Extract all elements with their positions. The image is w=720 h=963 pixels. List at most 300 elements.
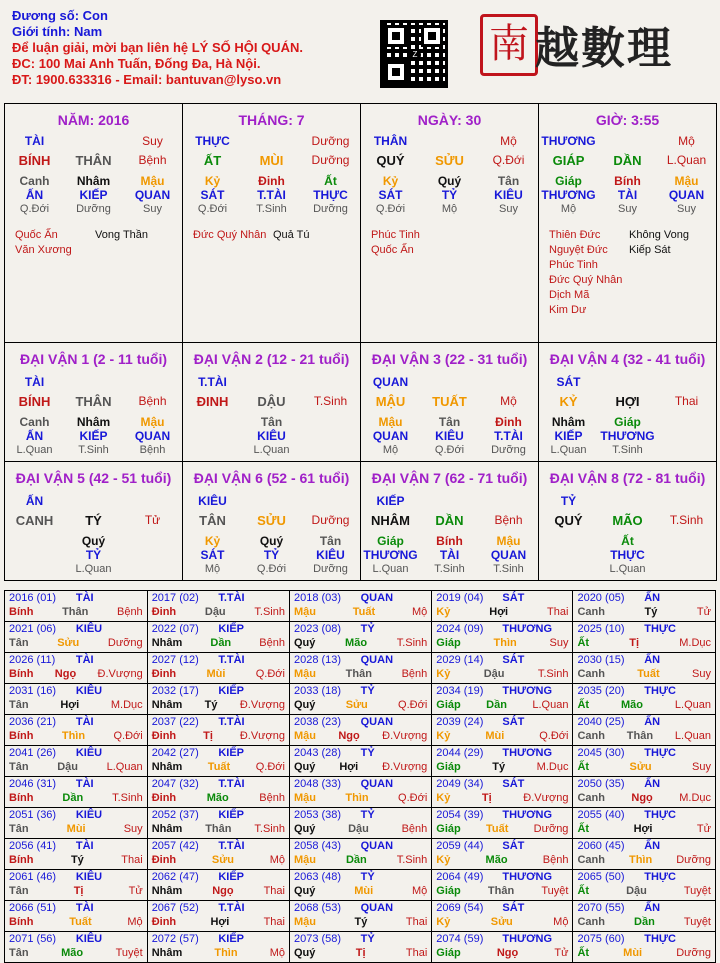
year-label: 2026 (11) xyxy=(9,654,56,666)
year-cell[interactable] xyxy=(289,870,431,901)
year-cell[interactable] xyxy=(147,901,289,932)
dai-van-cell xyxy=(360,461,539,581)
hidden-stage: Mộ xyxy=(441,203,458,215)
year-cell[interactable] xyxy=(289,622,431,653)
pillar-cell xyxy=(182,103,361,343)
year-cell[interactable] xyxy=(432,870,573,901)
qr-code[interactable]: Z xyxy=(380,20,448,88)
year-branch: Mão xyxy=(620,699,643,711)
year-label: 2034 (19) xyxy=(436,685,484,697)
year-cell[interactable] xyxy=(573,591,716,622)
dai-van-title: ĐẠI VẬN 2 (12 - 21 tuổi) xyxy=(193,351,350,367)
year-cell[interactable] xyxy=(147,839,289,870)
year-cell[interactable] xyxy=(147,591,289,622)
year-ten-god: TỶ xyxy=(360,933,375,945)
hidden-stem: Kỷ xyxy=(204,174,221,188)
year-label: 2020 (05) xyxy=(577,592,625,604)
heavenly-stem: CANH xyxy=(15,513,54,528)
hidden-stage: Bệnh xyxy=(139,444,166,456)
year-cell[interactable] xyxy=(432,777,573,808)
year-branch: Mùi xyxy=(354,885,374,897)
year-stage: L.Quan xyxy=(674,730,711,742)
star-item: Kim Dư xyxy=(549,304,587,316)
year-branch: Mão xyxy=(485,854,508,866)
heavenly-stem: BÍNH xyxy=(18,394,51,409)
year-ten-god: SÁT xyxy=(502,592,525,604)
year-stage: Thai xyxy=(263,885,285,897)
year-label: 2019 (04) xyxy=(436,592,484,604)
year-ten-god: KIẾP xyxy=(218,685,245,697)
year-label: 2045 (30) xyxy=(577,747,625,759)
year-cell[interactable] xyxy=(147,932,289,963)
year-stage: Q.Đới xyxy=(539,730,569,742)
year-label: 2043 (28) xyxy=(293,747,342,759)
hidden-ten-god: THƯƠNG xyxy=(541,188,596,202)
year-stage: Suy xyxy=(123,823,143,835)
earthly-branch: THÂN xyxy=(75,153,112,168)
year-label: 2050 (35) xyxy=(577,778,625,790)
hidden-stage: L.Quan xyxy=(253,444,290,456)
star-item: Nguyệt Đức xyxy=(549,244,608,256)
dai-van-title: ĐẠI VẬN 4 (32 - 41 tuổi) xyxy=(549,351,706,367)
hidden-ten-god: KIÊU xyxy=(316,548,345,562)
year-branch: Tý xyxy=(70,854,84,866)
hidden-stem: Tân xyxy=(260,415,283,429)
star-item: Đức Quý Nhân xyxy=(549,274,623,286)
hidden-ten-god xyxy=(183,429,242,443)
year-stage: Suy xyxy=(692,668,711,680)
year-branch: Thìn xyxy=(345,792,369,804)
year-stem: Bính xyxy=(9,606,34,618)
year-stage: Đ.Vượng xyxy=(382,761,428,773)
life-stage: Mộ xyxy=(500,394,517,408)
hidden-stage: Q.Đới xyxy=(19,203,50,215)
hidden-stem: Bính xyxy=(614,174,641,188)
year-cell[interactable] xyxy=(5,715,148,746)
text xyxy=(598,494,657,508)
year-ten-god: ẤN xyxy=(644,654,661,666)
year-cell[interactable] xyxy=(289,839,431,870)
hidden-stage: L.Quan xyxy=(372,563,409,575)
year-cell[interactable] xyxy=(573,777,716,808)
logo-text: 越數理 xyxy=(535,23,673,74)
year-cell[interactable] xyxy=(147,777,289,808)
year-stem: Mậu xyxy=(293,916,316,928)
year-ten-god: QUAN xyxy=(360,778,394,790)
year-stage: T.Sinh xyxy=(254,606,285,618)
year-ten-god: QUAN xyxy=(360,592,394,604)
life-stage: Bệnh xyxy=(138,394,167,408)
year-cell[interactable] xyxy=(5,901,148,932)
year-branch: Tị xyxy=(629,637,640,649)
year-cell[interactable] xyxy=(5,808,148,839)
ten-god-stem: THƯƠNG xyxy=(541,134,596,148)
year-stem: Mậu xyxy=(293,668,316,680)
text xyxy=(598,134,657,148)
year-ten-god: QUAN xyxy=(360,716,394,728)
year-stage: Tử xyxy=(696,606,711,618)
year-cell[interactable] xyxy=(289,591,431,622)
year-cell[interactable] xyxy=(573,684,716,715)
year-cell[interactable] xyxy=(5,777,148,808)
year-cell[interactable] xyxy=(5,932,148,963)
year-cell[interactable] xyxy=(147,746,289,777)
star-item: Dịch Mã xyxy=(549,289,590,301)
life-stage: Q.Đới xyxy=(492,153,525,167)
year-cell[interactable] xyxy=(5,684,148,715)
ten-god-stem: TỶ xyxy=(560,494,577,508)
hidden-ten-god: T.TÀI xyxy=(257,188,286,202)
year-cell[interactable] xyxy=(432,715,573,746)
year-branch: Tý xyxy=(644,606,658,618)
year-label: 2067 (52) xyxy=(151,902,199,914)
hidden-ten-god: THƯƠNG xyxy=(363,548,418,562)
hidden-ten-god: KIÊU xyxy=(435,429,464,443)
year-cell[interactable] xyxy=(573,808,716,839)
year-ten-god: TÀI xyxy=(75,716,94,728)
gender-label: Giới tính: xyxy=(12,24,71,39)
year-cell[interactable] xyxy=(289,746,431,777)
year-stem: Kỷ xyxy=(436,916,451,928)
hidden-ten-god: TÀI xyxy=(617,188,638,202)
year-stage: L.Quan xyxy=(532,699,569,711)
year-ten-god: THƯƠNG xyxy=(502,747,553,759)
year-stem: Canh xyxy=(577,916,605,928)
year-cell[interactable] xyxy=(432,591,573,622)
year-cell[interactable] xyxy=(147,653,289,684)
year-cell[interactable] xyxy=(432,684,573,715)
year-label: 2033 (18) xyxy=(293,685,342,697)
year-stem: Quý xyxy=(293,761,316,773)
hidden-ten-god xyxy=(539,548,598,562)
year-cell[interactable] xyxy=(573,839,716,870)
year-ten-god: THỰC xyxy=(644,809,676,821)
hidden-ten-god xyxy=(657,429,716,443)
text xyxy=(242,375,301,389)
year-cell[interactable] xyxy=(147,684,289,715)
year-stem: Nhâm xyxy=(151,823,183,835)
year-label: 2031 (16) xyxy=(9,685,57,697)
year-stem: Canh xyxy=(577,854,605,866)
year-stem: Canh xyxy=(577,792,605,804)
year-label: 2052 (37) xyxy=(151,809,199,821)
year-stem: Bính xyxy=(9,668,34,680)
year-cell[interactable] xyxy=(573,653,716,684)
earthly-branch: THÂN xyxy=(75,394,112,409)
hidden-stem: Mậu xyxy=(378,415,403,429)
year-cell[interactable] xyxy=(573,870,716,901)
stage-top xyxy=(123,375,182,389)
star-item: Phúc Tinh xyxy=(371,229,420,241)
year-ten-god: SÁT xyxy=(502,716,525,728)
year-label: 2071 (56) xyxy=(9,933,57,945)
year-cell[interactable] xyxy=(289,777,431,808)
year-stage: Mộ xyxy=(269,947,285,959)
year-stage: Q.Đới xyxy=(255,668,285,680)
hidden-ten-god xyxy=(5,548,64,562)
year-cell[interactable] xyxy=(289,901,431,932)
year-branch: Mùi xyxy=(485,730,505,742)
pillar-cell xyxy=(4,103,183,343)
hidden-stem: Canh xyxy=(19,415,50,429)
year-cell[interactable] xyxy=(289,684,431,715)
life-stage: Dưỡng xyxy=(311,153,350,167)
year-stem: Giáp xyxy=(436,885,461,897)
hidden-stage: Suy xyxy=(677,203,696,215)
hidden-stem: Giáp xyxy=(555,174,582,188)
hidden-stem xyxy=(5,534,64,548)
pillar-cell xyxy=(538,103,717,343)
year-ten-god: THƯƠNG xyxy=(502,685,553,697)
gender-value: Nam xyxy=(73,24,103,39)
year-branch: Thân xyxy=(345,668,372,680)
year-stem: Tân xyxy=(9,637,29,649)
life-stage: T.Sinh xyxy=(313,394,348,408)
year-cell[interactable] xyxy=(432,653,573,684)
hidden-stem: Kỷ xyxy=(382,174,399,188)
year-stage: Tử xyxy=(696,823,711,835)
year-cell[interactable] xyxy=(5,870,148,901)
year-ten-god: KIÊU xyxy=(75,933,103,945)
hidden-stage: Mộ xyxy=(204,563,221,575)
heavenly-stem: GIÁP xyxy=(552,153,585,168)
earthly-branch: MÃO xyxy=(612,513,643,528)
life-stage: Thai xyxy=(674,394,699,408)
year-stem: Mậu xyxy=(293,606,316,618)
year-branch: Hợi xyxy=(489,606,509,618)
year-label: 2029 (14) xyxy=(436,654,484,666)
heavenly-stem: TÂN xyxy=(199,513,226,528)
ten-god-stem: T.TÀI xyxy=(198,375,227,389)
year-stem: Quý xyxy=(293,699,316,711)
hidden-ten-god: TÀI xyxy=(439,548,460,562)
year-cell[interactable] xyxy=(573,901,716,932)
year-stem: Nhâm xyxy=(151,761,183,773)
year-ten-god: ẤN xyxy=(644,778,661,790)
year-stem: Ất xyxy=(577,761,590,773)
hidden-stage: Q.Đới xyxy=(375,203,406,215)
year-branch: Sửu xyxy=(211,854,234,866)
year-branch: Thân xyxy=(487,885,515,897)
hidden-stage xyxy=(539,563,598,575)
stage-top xyxy=(657,375,716,389)
stage-top xyxy=(123,494,182,508)
year-cell[interactable] xyxy=(573,622,716,653)
hidden-ten-god: KIẾP xyxy=(554,429,583,443)
year-stage: Tuyệt xyxy=(115,947,143,959)
hidden-stage xyxy=(123,563,182,575)
hidden-stage: Mộ xyxy=(382,444,399,456)
stage-top: Suy xyxy=(142,134,163,148)
year-stem: Bính xyxy=(9,854,34,866)
year-stage: Thai xyxy=(121,854,143,866)
hidden-stem xyxy=(301,415,360,429)
year-stage: T.Sinh xyxy=(396,637,428,649)
hidden-stage xyxy=(301,444,360,456)
year-stage: Dưỡng xyxy=(107,637,143,649)
year-cell[interactable] xyxy=(573,746,716,777)
year-stem: Quý xyxy=(293,637,316,649)
year-stage: Q.Đới xyxy=(398,699,428,711)
year-cell[interactable] xyxy=(147,808,289,839)
year-cell[interactable] xyxy=(5,839,148,870)
year-cell[interactable] xyxy=(147,870,289,901)
year-label: 2058 (43) xyxy=(293,840,342,852)
hidden-stage: Mộ xyxy=(560,203,577,215)
hidden-ten-god: QUAN xyxy=(372,429,409,443)
year-label: 2057 (42) xyxy=(151,840,199,852)
year-branch: Hợi xyxy=(60,699,80,711)
year-stage: M.Dục xyxy=(536,761,569,773)
year-cell[interactable] xyxy=(289,715,431,746)
year-ten-god: T.TÀI xyxy=(218,716,245,728)
ten-god-stem: ẤN xyxy=(25,494,44,508)
heavenly-stem: ẤT xyxy=(203,153,222,168)
hidden-stem: Đinh xyxy=(258,174,285,188)
life-stage: Bệnh xyxy=(138,153,167,167)
hidden-ten-god: KIẾP xyxy=(79,188,108,202)
year-cell[interactable] xyxy=(289,808,431,839)
year-cell[interactable] xyxy=(432,808,573,839)
year-stage: Q.Đới xyxy=(113,730,143,742)
hidden-ten-god: THỰC xyxy=(313,188,348,202)
stage-top: Mộ xyxy=(500,134,517,148)
hidden-ten-god: T.TÀI xyxy=(494,429,523,443)
hidden-stage: T.Sinh xyxy=(612,444,643,456)
star-item: Vong Thần xyxy=(95,229,149,241)
year-ten-god: TỶ xyxy=(360,623,375,635)
year-stem: Đinh xyxy=(151,854,177,866)
year-ten-god: KIÊU xyxy=(75,685,103,697)
year-stage: M.Dục xyxy=(679,637,711,649)
year-ten-god: TỶ xyxy=(360,747,375,759)
year-cell[interactable] xyxy=(432,932,573,963)
year-branch: Sửu xyxy=(57,637,80,649)
year-label: 2060 (45) xyxy=(577,840,625,852)
year-stage: Tuyệt xyxy=(683,885,711,897)
year-ten-god: ẤN xyxy=(644,840,661,852)
hidden-ten-god: KIÊU xyxy=(257,429,286,443)
year-label: 2072 (57) xyxy=(151,933,199,945)
year-cell[interactable] xyxy=(289,653,431,684)
year-cell[interactable] xyxy=(5,622,148,653)
year-branch: Mão xyxy=(61,947,84,959)
year-label: 2064 (49) xyxy=(436,871,484,883)
year-cell[interactable] xyxy=(573,932,716,963)
hidden-stem: Kỷ xyxy=(204,534,221,548)
hidden-stem: Tân xyxy=(497,174,520,188)
stars-left xyxy=(15,228,72,258)
year-branch: Thân xyxy=(62,606,89,618)
year-cell[interactable] xyxy=(147,622,289,653)
pillar-title: NĂM: 2016 xyxy=(57,112,130,128)
year-label: 2075 (60) xyxy=(577,933,625,945)
year-cell[interactable] xyxy=(432,839,573,870)
hidden-stage: L.Quan xyxy=(550,444,587,456)
year-cell[interactable] xyxy=(147,715,289,746)
year-cell[interactable] xyxy=(5,653,148,684)
earthly-branch: MÙI xyxy=(259,153,284,168)
year-cell[interactable] xyxy=(432,901,573,932)
hidden-stem: Ất xyxy=(621,534,634,548)
year-ten-god: KIẾP xyxy=(218,809,245,821)
year-label: 2059 (44) xyxy=(436,840,484,852)
hidden-stage xyxy=(657,563,716,575)
pillar-title: NGÀY: 30 xyxy=(417,112,482,128)
year-branch: Tị xyxy=(73,885,84,897)
year-cell[interactable] xyxy=(5,591,148,622)
earthly-branch: DẬU xyxy=(257,394,286,409)
stage-top: Mộ xyxy=(678,134,695,148)
year-branch: Thìn xyxy=(493,637,517,649)
hidden-stem: Tân xyxy=(438,415,461,429)
year-stage: Tử xyxy=(554,947,569,959)
year-branch: Dần xyxy=(345,854,367,866)
stage-top xyxy=(301,375,360,389)
dai-van-cell xyxy=(538,342,717,462)
year-stage: L.Quan xyxy=(674,699,711,711)
year-label: 2051 (36) xyxy=(9,809,57,821)
year-ten-god: TỶ xyxy=(360,809,375,821)
year-branch: Hợi xyxy=(210,916,230,928)
stage-top: Dưỡng xyxy=(311,134,350,148)
year-stage: Mộ xyxy=(411,606,428,618)
year-label: 2038 (23) xyxy=(293,716,342,728)
year-branch: Ngọ xyxy=(212,885,234,897)
hidden-ten-god: THỰC xyxy=(610,548,645,562)
year-ten-god: KIÊU xyxy=(75,623,103,635)
year-ten-god: THỰC xyxy=(644,747,676,759)
year-ten-god: QUAN xyxy=(360,840,394,852)
year-cell[interactable] xyxy=(432,746,573,777)
pillar-cell xyxy=(360,103,539,343)
year-cell[interactable] xyxy=(573,715,716,746)
year-branch: Thìn xyxy=(628,854,653,866)
year-stem: Mậu xyxy=(293,854,316,866)
hidden-stage: L.Quan xyxy=(609,563,646,575)
year-branch: Tý xyxy=(204,699,218,711)
hidden-ten-god: THƯƠNG xyxy=(600,429,655,443)
hidden-stage xyxy=(5,563,64,575)
year-branch: Thân xyxy=(626,730,654,742)
hidden-stem: Giáp xyxy=(377,534,404,548)
hidden-stage: Dưỡng xyxy=(491,444,526,456)
dai-van-cell xyxy=(4,342,183,462)
year-stem: Giáp xyxy=(436,823,461,835)
hidden-stage: Dưỡng xyxy=(313,563,348,575)
hidden-stage: L.Quan xyxy=(75,563,112,575)
year-stem: Bính xyxy=(9,792,34,804)
year-stage: L.Quan xyxy=(106,761,143,773)
year-ten-god: THƯƠNG xyxy=(502,809,553,821)
year-cell[interactable] xyxy=(289,932,431,963)
year-stage: M.Dục xyxy=(110,699,143,711)
year-branch: Tuất xyxy=(486,823,509,835)
hidden-stem: Giáp xyxy=(614,415,641,429)
year-branch: Thìn xyxy=(61,730,86,742)
year-stem: Quý xyxy=(293,947,316,959)
year-ten-god: THƯƠNG xyxy=(502,623,553,635)
year-branch: Ngọ xyxy=(54,668,77,680)
earthly-branch: DẦN xyxy=(613,153,642,168)
earthly-branch: SỬU xyxy=(257,513,286,528)
life-stage: Bệnh xyxy=(494,513,523,527)
year-cell[interactable] xyxy=(432,622,573,653)
year-cell[interactable] xyxy=(5,746,148,777)
year-stage: Đ.Vượng xyxy=(239,730,285,742)
year-branch: Dần xyxy=(634,916,655,928)
year-stem: Nhâm xyxy=(151,637,183,649)
